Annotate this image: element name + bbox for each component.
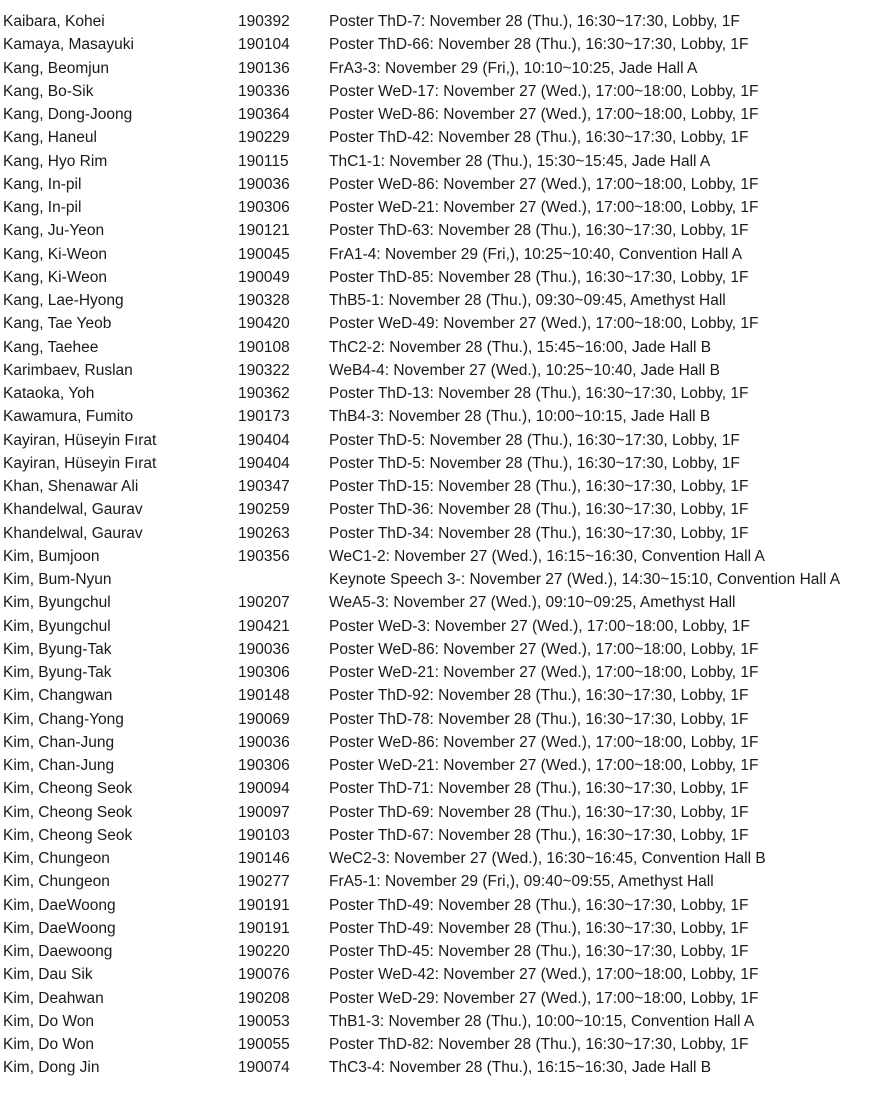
author-entry bbox=[0, 103, 880, 126]
session-info: Poster ThD-85: November 28 (Thu.), 16:30~17:30, Lobby, 1F bbox=[329, 268, 749, 286]
session-info: Poster ThD-49: November 28 (Thu.), 16:30~17:30, Lobby, 1F bbox=[329, 896, 749, 914]
session-info: Poster ThD-15: November 28 (Thu.), 16:30~17:30, Lobby, 1F bbox=[329, 478, 749, 495]
author-entry bbox=[0, 870, 880, 893]
author-name: Kang, In-pil bbox=[3, 199, 82, 216]
author-name: Kim, Deahwan bbox=[3, 989, 104, 1007]
session-info: Poster ThD-78: November 28 (Thu.), 16:30~17:30, Lobby, 1F bbox=[329, 710, 749, 728]
author-entry bbox=[0, 1010, 880, 1033]
paper-id: 190404 bbox=[238, 431, 290, 449]
paper-id: 190356 bbox=[238, 547, 290, 565]
author-entry bbox=[0, 219, 880, 242]
author-name: Kim, DaeWoong bbox=[3, 919, 116, 937]
session-info: Poster ThD-92: November 28 (Thu.), 16:30~17:30, Lobby, 1F bbox=[329, 687, 749, 705]
paper-id: 190121 bbox=[238, 222, 290, 240]
author-entry bbox=[0, 80, 880, 103]
author-entry bbox=[0, 708, 880, 731]
session-info: Poster WeD-86: November 27 (Wed.), 17:00~18:00, Lobby, 1F bbox=[329, 106, 759, 123]
author-name: Karimbaev, Ruslan bbox=[3, 361, 133, 379]
author-entry bbox=[0, 522, 880, 545]
session-info: ThC1-1: November 28 (Thu.), 15:30~15:45, Jade Hall A bbox=[329, 152, 711, 170]
session-info: ThC3-4: November 28 (Thu.), 16:15~16:30, Jade Hall B bbox=[329, 1059, 712, 1077]
author-index-list bbox=[0, 10, 880, 1080]
author-name: Kaibara, Kohei bbox=[3, 13, 105, 30]
paper-id: 190404 bbox=[238, 454, 290, 472]
session-info: Poster ThD-69: November 28 (Thu.), 16:30~17:30, Lobby, 1F bbox=[329, 803, 749, 821]
author-name: Kim, Daewoong bbox=[3, 943, 113, 960]
paper-id: 190104 bbox=[238, 36, 290, 54]
paper-id: 190306 bbox=[238, 757, 290, 774]
session-info: ThB1-3: November 28 (Thu.), 10:00~10:15, Convention Hall A bbox=[329, 1012, 755, 1030]
paper-id: 190347 bbox=[238, 478, 290, 495]
author-name: Kim, Changwan bbox=[3, 687, 113, 705]
author-entry bbox=[0, 638, 880, 661]
session-info: Poster WeD-86: November 27 (Wed.), 17:00~18:00, Lobby, 1F bbox=[329, 733, 759, 751]
author-entry bbox=[0, 33, 880, 56]
author-name: Kim, Chungeon bbox=[3, 873, 110, 891]
author-entry bbox=[0, 405, 880, 428]
paper-id: 190036 bbox=[238, 733, 290, 751]
author-name: Kim, Chan-Jung bbox=[3, 733, 115, 751]
author-name: Kim, Byung-Tak bbox=[3, 640, 112, 658]
author-entry bbox=[0, 452, 880, 475]
paper-id: 190074 bbox=[238, 1059, 290, 1077]
author-entry bbox=[0, 150, 880, 173]
session-info: WeC1-2: November 27 (Wed.), 16:15~16:30, Convention Hall A bbox=[329, 547, 765, 565]
author-name: Khandelwal, Gaurav bbox=[3, 501, 143, 519]
session-info: Poster WeD-86: November 27 (Wed.), 17:00~18:00, Lobby, 1F bbox=[329, 640, 759, 658]
session-info: FrA1-4: November 29 (Fri,), 10:25~10:40, Convention Hall A bbox=[329, 245, 743, 263]
author-entry bbox=[0, 801, 880, 824]
author-entry bbox=[0, 684, 880, 707]
paper-id: 190421 bbox=[238, 617, 290, 635]
author-entry bbox=[0, 57, 880, 80]
session-info: ThB5-1: November 28 (Thu.), 09:30~09:45, Amethyst Hall bbox=[329, 292, 726, 309]
author-entry bbox=[0, 266, 880, 289]
session-info: Poster ThD-5: November 28 (Thu.), 16:30~17:30, Lobby, 1F bbox=[329, 431, 740, 449]
session-info: ThB4-3: November 28 (Thu.), 10:00~10:15, Jade Hall B bbox=[329, 408, 711, 426]
paper-id: 190036 bbox=[238, 640, 290, 658]
author-name: Kang, Ki-Weon bbox=[3, 268, 107, 286]
paper-id: 190306 bbox=[238, 664, 290, 681]
author-name: Kim, Chang-Yong bbox=[3, 710, 124, 728]
author-entry bbox=[0, 987, 880, 1010]
session-info: Poster ThD-82: November 28 (Thu.), 16:30~17:30, Lobby, 1F bbox=[329, 1036, 749, 1053]
author-entry bbox=[0, 917, 880, 940]
author-entry bbox=[0, 382, 880, 405]
author-entry bbox=[0, 10, 880, 33]
author-entry bbox=[0, 429, 880, 452]
author-name: Kim, Dau Sik bbox=[3, 966, 93, 984]
session-info: WeC2-3: November 27 (Wed.), 16:30~16:45, Convention Hall B bbox=[329, 850, 766, 867]
paper-id: 190036 bbox=[238, 175, 290, 193]
author-name: Kataoka, Yoh bbox=[3, 385, 95, 402]
paper-id: 190103 bbox=[238, 826, 290, 844]
paper-id: 190220 bbox=[238, 943, 290, 960]
paper-id: 190136 bbox=[238, 59, 290, 77]
author-name: Kim, Chungeon bbox=[3, 850, 110, 867]
author-entry bbox=[0, 591, 880, 614]
paper-id: 190049 bbox=[238, 268, 290, 286]
author-entry bbox=[0, 1056, 880, 1079]
author-entry bbox=[0, 894, 880, 917]
author-entry bbox=[0, 498, 880, 521]
author-name: Kayiran, Hüseyin Fırat bbox=[3, 431, 157, 449]
author-entry bbox=[0, 661, 880, 684]
session-info: Poster ThD-66: November 28 (Thu.), 16:30~17:30, Lobby, 1F bbox=[329, 36, 749, 54]
session-info: FrA3-3: November 29 (Fri,), 10:10~10:25, Jade Hall A bbox=[329, 59, 698, 77]
session-info: Poster WeD-21: November 27 (Wed.), 17:00~18:00, Lobby, 1F bbox=[329, 664, 759, 681]
session-info: Poster ThD-63: November 28 (Thu.), 16:30~17:30, Lobby, 1F bbox=[329, 222, 749, 240]
author-entry bbox=[0, 824, 880, 847]
author-name: Kim, DaeWoong bbox=[3, 896, 116, 914]
author-entry bbox=[0, 173, 880, 196]
paper-id: 190173 bbox=[238, 408, 290, 426]
author-name: Khan, Shenawar Ali bbox=[3, 478, 139, 495]
session-info: Poster WeD-17: November 27 (Wed.), 17:00~18:00, Lobby, 1F bbox=[329, 82, 759, 100]
author-name: Kim, Chan-Jung bbox=[3, 757, 115, 774]
session-info: Poster WeD-3: November 27 (Wed.), 17:00~18:00, Lobby, 1F bbox=[329, 617, 750, 635]
session-info: WeB4-4: November 27 (Wed.), 10:25~10:40, Jade Hall B bbox=[329, 361, 721, 379]
paper-id: 190108 bbox=[238, 338, 290, 356]
author-name: Kim, Byungchul bbox=[3, 594, 111, 612]
session-info: Poster WeD-29: November 27 (Wed.), 17:00~18:00, Lobby, 1F bbox=[329, 989, 759, 1007]
author-entry bbox=[0, 940, 880, 963]
author-name: Kim, Cheong Seok bbox=[3, 780, 133, 798]
paper-id: 190094 bbox=[238, 780, 290, 798]
author-entry bbox=[0, 475, 880, 498]
paper-id: 190263 bbox=[238, 524, 290, 542]
session-info: Poster ThD-45: November 28 (Thu.), 16:30~17:30, Lobby, 1F bbox=[329, 943, 749, 960]
author-name: Kim, Byung-Tak bbox=[3, 664, 112, 681]
author-name: Kim, Dong Jin bbox=[3, 1059, 100, 1077]
paper-id: 190336 bbox=[238, 82, 290, 100]
author-entry bbox=[0, 359, 880, 382]
author-name: Kim, Do Won bbox=[3, 1012, 95, 1030]
author-entry bbox=[0, 615, 880, 638]
author-entry bbox=[0, 243, 880, 266]
paper-id: 190045 bbox=[238, 245, 290, 263]
paper-id: 190191 bbox=[238, 919, 290, 937]
paper-id: 190069 bbox=[238, 710, 290, 728]
session-info: Poster ThD-34: November 28 (Thu.), 16:30~17:30, Lobby, 1F bbox=[329, 524, 749, 542]
author-entry bbox=[0, 731, 880, 754]
author-name: Kim, Bumjoon bbox=[3, 547, 100, 565]
session-info: Poster ThD-42: November 28 (Thu.), 16:30~17:30, Lobby, 1F bbox=[329, 129, 749, 147]
author-entry bbox=[0, 777, 880, 800]
session-info: Poster WeD-21: November 27 (Wed.), 17:00~18:00, Lobby, 1F bbox=[329, 757, 759, 774]
author-entry bbox=[0, 126, 880, 149]
author-name: Kim, Byungchul bbox=[3, 617, 111, 635]
author-name: Kang, Haneul bbox=[3, 129, 97, 147]
author-entry bbox=[0, 336, 880, 359]
author-entry bbox=[0, 196, 880, 219]
paper-id: 190053 bbox=[238, 1012, 290, 1030]
paper-id: 190259 bbox=[238, 501, 290, 519]
author-name: Kang, Hyo Rim bbox=[3, 152, 108, 170]
paper-id: 190322 bbox=[238, 361, 290, 379]
paper-id: 190207 bbox=[238, 594, 290, 612]
paper-id: 190055 bbox=[238, 1036, 290, 1053]
paper-id: 190328 bbox=[238, 292, 290, 309]
author-name: Kang, Lae-Hyong bbox=[3, 292, 124, 309]
session-info: Poster WeD-42: November 27 (Wed.), 17:00~18:00, Lobby, 1F bbox=[329, 966, 759, 984]
author-name: Kim, Cheong Seok bbox=[3, 826, 133, 844]
session-info: Poster WeD-86: November 27 (Wed.), 17:00~18:00, Lobby, 1F bbox=[329, 175, 759, 193]
author-name: Kang, In-pil bbox=[3, 175, 82, 193]
author-name: Kang, Ju-Yeon bbox=[3, 222, 105, 240]
paper-id: 190420 bbox=[238, 315, 290, 333]
paper-id: 190076 bbox=[238, 966, 290, 984]
paper-id: 190191 bbox=[238, 896, 290, 914]
author-name: Kawamura, Fumito bbox=[3, 408, 134, 426]
author-name: Kayiran, Hüseyin Fırat bbox=[3, 454, 157, 472]
paper-id: 190115 bbox=[238, 152, 289, 170]
paper-id: 190148 bbox=[238, 687, 290, 705]
author-entry bbox=[0, 545, 880, 568]
paper-id: 190364 bbox=[238, 106, 290, 123]
paper-id: 190306 bbox=[238, 199, 290, 216]
session-info: Poster ThD-67: November 28 (Thu.), 16:30~17:30, Lobby, 1F bbox=[329, 826, 749, 844]
author-name: Kang, Beomjun bbox=[3, 59, 109, 77]
author-entry bbox=[0, 754, 880, 777]
paper-id: 190229 bbox=[238, 129, 290, 147]
session-info: Keynote Speech 3-: November 27 (Wed.), 14:30~15:10, Convention Hall A bbox=[329, 571, 841, 588]
session-info: WeA5-3: November 27 (Wed.), 09:10~09:25, Amethyst Hall bbox=[329, 594, 736, 612]
author-name: Kang, Bo-Sik bbox=[3, 82, 94, 100]
author-entry bbox=[0, 1033, 880, 1056]
paper-id: 190146 bbox=[238, 850, 290, 867]
paper-id: 190362 bbox=[238, 385, 290, 402]
author-entry bbox=[0, 963, 880, 986]
author-entry bbox=[0, 568, 880, 591]
session-info: Poster WeD-49: November 27 (Wed.), 17:00~18:00, Lobby, 1F bbox=[329, 315, 759, 333]
author-name: Kang, Ki-Weon bbox=[3, 245, 107, 263]
author-name: Kang, Taehee bbox=[3, 338, 99, 356]
author-name: Kim, Bum-Nyun bbox=[3, 571, 112, 588]
paper-id: 190208 bbox=[238, 989, 290, 1007]
author-name: Kim, Do Won bbox=[3, 1036, 95, 1053]
session-info: Poster ThD-5: November 28 (Thu.), 16:30~17:30, Lobby, 1F bbox=[329, 454, 740, 472]
session-info: Poster WeD-21: November 27 (Wed.), 17:00~18:00, Lobby, 1F bbox=[329, 199, 759, 216]
session-info: Poster ThD-49: November 28 (Thu.), 16:30~17:30, Lobby, 1F bbox=[329, 919, 749, 937]
author-name: Khandelwal, Gaurav bbox=[3, 524, 143, 542]
author-entry bbox=[0, 289, 880, 312]
author-name: Kang, Dong-Joong bbox=[3, 106, 133, 123]
author-name: Kamaya, Masayuki bbox=[3, 36, 134, 54]
session-info: Poster ThD-36: November 28 (Thu.), 16:30~17:30, Lobby, 1F bbox=[329, 501, 749, 519]
session-info: Poster ThD-71: November 28 (Thu.), 16:30~17:30, Lobby, 1F bbox=[329, 780, 749, 798]
author-entry bbox=[0, 847, 880, 870]
session-info: ThC2-2: November 28 (Thu.), 15:45~16:00, Jade Hall B bbox=[329, 338, 712, 356]
paper-id: 190097 bbox=[238, 803, 290, 821]
author-name: Kang, Tae Yeob bbox=[3, 315, 112, 333]
paper-id: 190392 bbox=[238, 13, 290, 30]
session-info: FrA5-1: November 29 (Fri,), 09:40~09:55, Amethyst Hall bbox=[329, 873, 714, 891]
session-info: Poster ThD-7: November 28 (Thu.), 16:30~17:30, Lobby, 1F bbox=[329, 13, 740, 30]
author-entry bbox=[0, 312, 880, 335]
session-info: Poster ThD-13: November 28 (Thu.), 16:30~17:30, Lobby, 1F bbox=[329, 385, 749, 402]
paper-id: 190277 bbox=[238, 873, 290, 891]
author-name: Kim, Cheong Seok bbox=[3, 803, 133, 821]
